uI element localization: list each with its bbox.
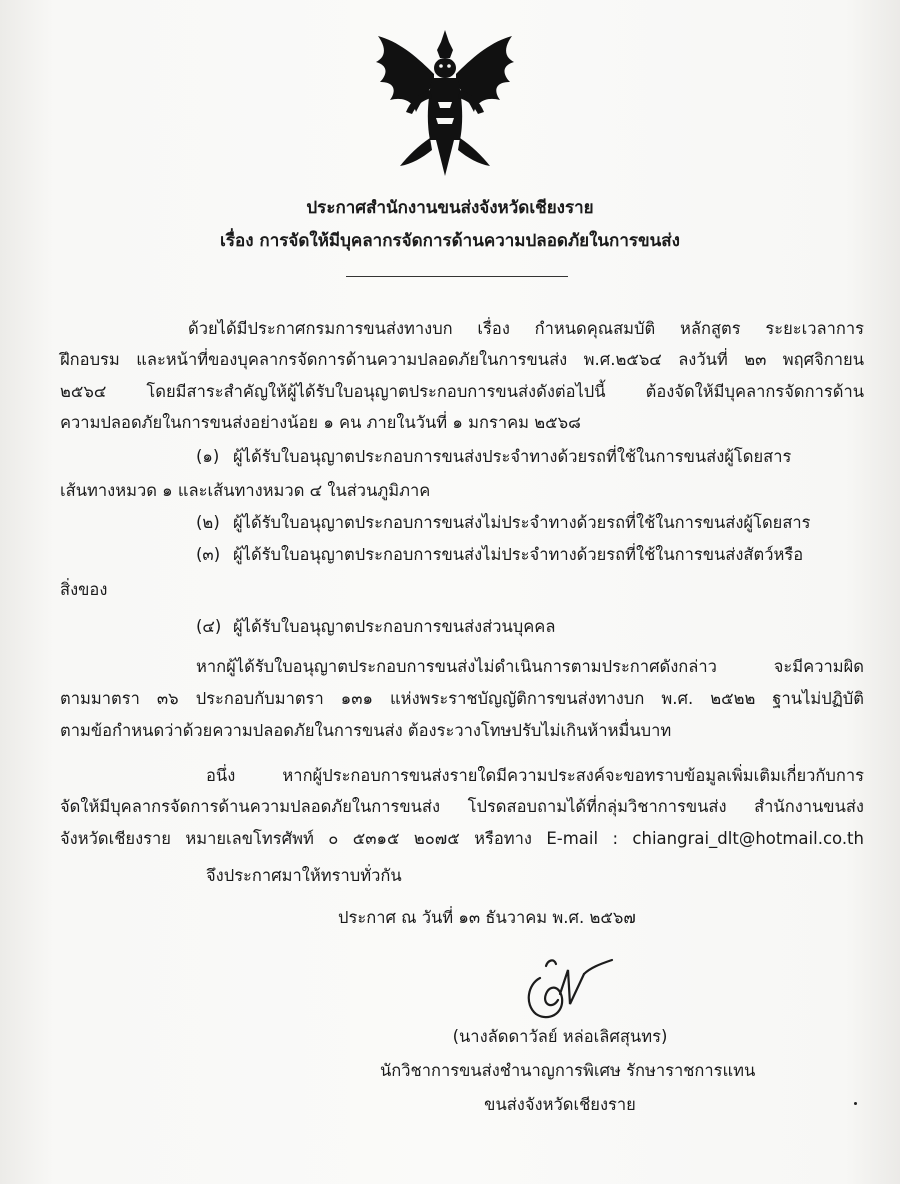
contact-line-2: จัดให้มีบุคลากรจัดการด้านความปลอดภัยในการขนส่ง โปรดสอบถามได้ที่กลุ่มวิชาการขนส่ง สำนักงานขนส่ง <box>60 797 864 816</box>
signatory-position: นักวิชาการขนส่งชำนาญการพิเศษ รักษาราชการแทน <box>380 1061 756 1080</box>
contact-line-1: อนึ่ง หากผู้ประกอบการขนส่งรายใดมีความประสงค์จะขอทราบข้อมูลเพิ่มเติมเกี่ยวกับการ <box>206 766 864 785</box>
closing-statement: จึงประกาศมาให้ทราบทั่วกัน <box>206 866 402 885</box>
item-1-text: ผู้ได้รับใบอนุญาตประกอบการขนส่งประจำทางด้วยรถที่ใช้ในการขนส่งผู้โดยสาร <box>233 447 792 466</box>
announcement-title: ประกาศสำนักงานขนส่งจังหวัดเชียงราย <box>306 198 594 218</box>
announcement-subject: เรื่อง การจัดให้มีบุคลากรจัดการด้านความปลอดภัยในการขนส่ง <box>220 231 680 251</box>
penalty-line-1: หากผู้ได้รับใบอนุญาตประกอบการขนส่งไม่ดำเนินการตามประกาศดังกล่าว จะมีความผิด <box>196 657 864 676</box>
signatory-office: ขนส่งจังหวัดเชียงราย <box>484 1095 636 1114</box>
penalty-line-3: ตามข้อกำหนดว่าด้วยความปลอดภัยในการขนส่ง ต้องระวางโทษปรับไม่เกินห้าหมื่นบาท <box>60 721 672 740</box>
intro-line-4: ความปลอดภัยในการขนส่งอย่างน้อย ๑ คน ภายในวันที่ ๑ มกราคม ๒๕๖๘ <box>60 413 581 432</box>
item-3-number: (๓) <box>196 545 221 564</box>
item-3-text-cont: สิ่งของ <box>60 580 108 599</box>
intro-line-1: ด้วยได้มีประกาศกรมการขนส่งทางบก เรื่อง กำหนดคุณสมบัติ หลักสูตร ระยะเวลาการ <box>188 319 864 338</box>
announcement-date: ประกาศ ณ วันที่ ๑๓ ธันวาคม พ.ศ. ๒๕๖๗ <box>338 908 636 927</box>
signatory-name: (นางลัดดาวัลย์ หล่อเลิศสุนทร) <box>452 1027 668 1046</box>
item-4-number: (๔) <box>196 617 222 636</box>
intro-line-2: ฝึกอบรม และหน้าที่ของบุคลากรจัดการด้านความปลอดภัยในการขนส่ง พ.ศ.๒๕๖๔ ลงวันที่ ๒๓ พฤศจิกายน <box>60 350 864 369</box>
item-1-number: (๑) <box>196 447 220 466</box>
item-3-text: ผู้ได้รับใบอนุญาตประกอบการขนส่งไม่ประจำทางด้วยรถที่ใช้ในการขนส่งสัตว์หรือ <box>233 545 804 564</box>
item-2-number: (๒) <box>196 513 220 532</box>
title-divider <box>346 276 568 277</box>
item-1-text-cont: เส้นทางหมวด ๑ และเส้นทางหมวด ๔ ในส่วนภูมิภาค <box>60 481 431 500</box>
penalty-line-2: ตามมาตรา ๓๖ ประกอบกับมาตรา ๑๓๑ แห่งพระราชบัญญัติการขนส่งทางบก พ.ศ. ๒๕๒๒ ฐานไม่ปฏิบัติ <box>60 689 864 708</box>
handwritten-signature <box>510 948 620 1028</box>
contact-line-3: จังหวัดเชียงราย หมายเลขโทรศัพท์ ๐ ๕๓๑๕ ๒๐๗๕ หรือทาง E-mail : chiangrai_dlt@hotmail.co.th <box>60 829 864 848</box>
intro-line-3: ๒๕๖๔ โดยมีสาระสำคัญให้ผู้ได้รับใบอนุญาตประกอบการขนส่งดังต่อไปนี้ ต้องจัดให้มีบุคลากรจัดการด้าน <box>60 382 864 401</box>
scan-speck <box>854 1102 857 1105</box>
item-4-text: ผู้ได้รับใบอนุญาตประกอบการขนส่งส่วนบุคคล <box>233 617 556 636</box>
garuda-emblem-icon <box>370 28 520 178</box>
item-2-text: ผู้ได้รับใบอนุญาตประกอบการขนส่งไม่ประจำทางด้วยรถที่ใช้ในการขนส่งผู้โดยสาร <box>233 513 811 532</box>
